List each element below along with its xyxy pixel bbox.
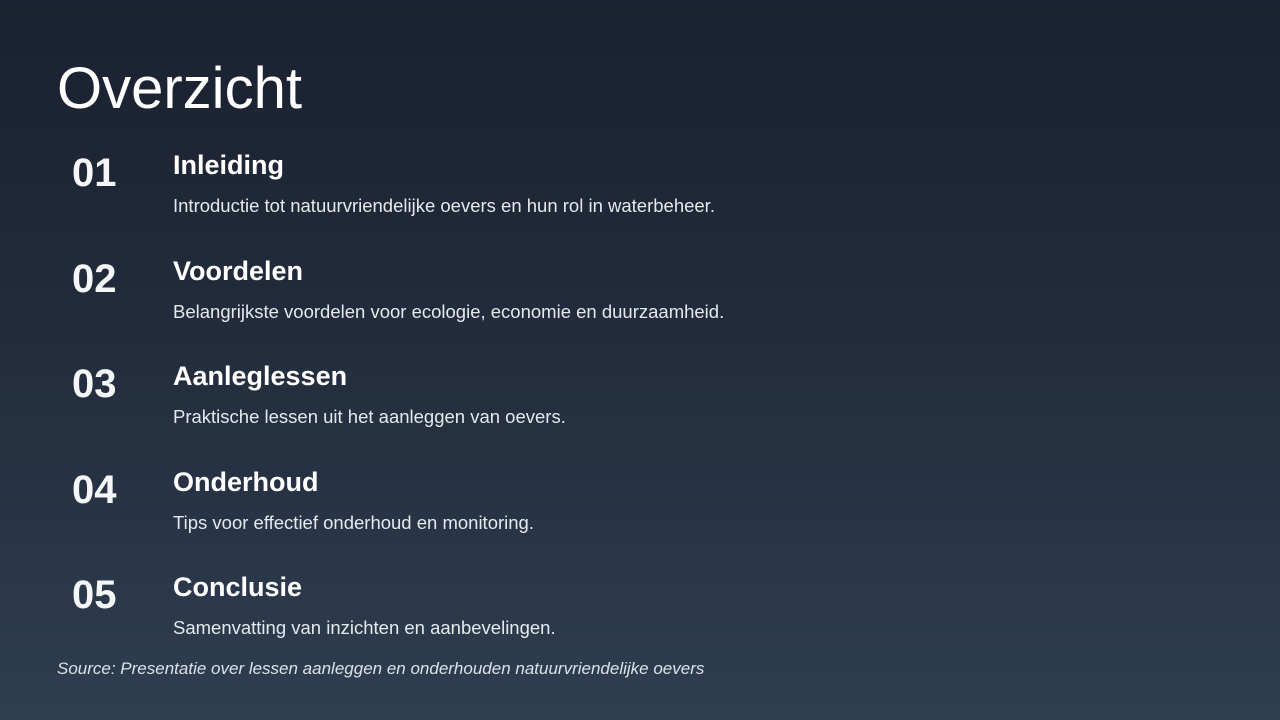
item-text-4 bbox=[173, 466, 1240, 534]
item-heading-1: Inleiding bbox=[173, 150, 284, 180]
item-number-5: 05 bbox=[72, 573, 117, 617]
item-text-5 bbox=[173, 571, 1240, 639]
item-number-4: 04 bbox=[72, 467, 117, 512]
slide-title: Overzicht bbox=[57, 56, 302, 121]
item-text-1 bbox=[173, 149, 1240, 217]
item-description-2: Belangrijkste voordelen voor ecologie, economie en duurzaamheid. bbox=[173, 300, 725, 322]
item-text-3 bbox=[173, 360, 1240, 428]
item-heading-2: Voordelen bbox=[173, 255, 304, 286]
item-heading-3: Aanleglessen bbox=[173, 361, 348, 391]
item-description-1: Introductie tot natuurvriendelijke oevers en hun rol in waterbeheer. bbox=[173, 195, 715, 216]
item-number-3: 03 bbox=[72, 362, 117, 406]
source-note: Source: Presentatie over lessen aanleggen en onderhouden natuurvriendelijke oevers bbox=[57, 659, 705, 678]
item-heading-4: Onderhoud bbox=[173, 466, 319, 497]
overview-item-2 bbox=[72, 255, 1240, 361]
overview-item-3 bbox=[72, 360, 1240, 466]
item-description-4: Tips voor effectief onderhoud en monitoring. bbox=[173, 511, 534, 533]
overview-list bbox=[72, 149, 1240, 677]
item-number-1: 01 bbox=[72, 151, 117, 195]
item-description-5: Samenvatting van inzichten en aanbevelingen. bbox=[173, 617, 556, 638]
overview-item-1 bbox=[72, 149, 1240, 255]
item-description-3: Praktische lessen uit het aanleggen van oevers. bbox=[173, 406, 566, 427]
item-number-2: 02 bbox=[72, 256, 117, 301]
item-text-2 bbox=[173, 255, 1240, 323]
item-heading-5: Conclusie bbox=[173, 572, 303, 602]
overview-item-4 bbox=[72, 466, 1240, 572]
